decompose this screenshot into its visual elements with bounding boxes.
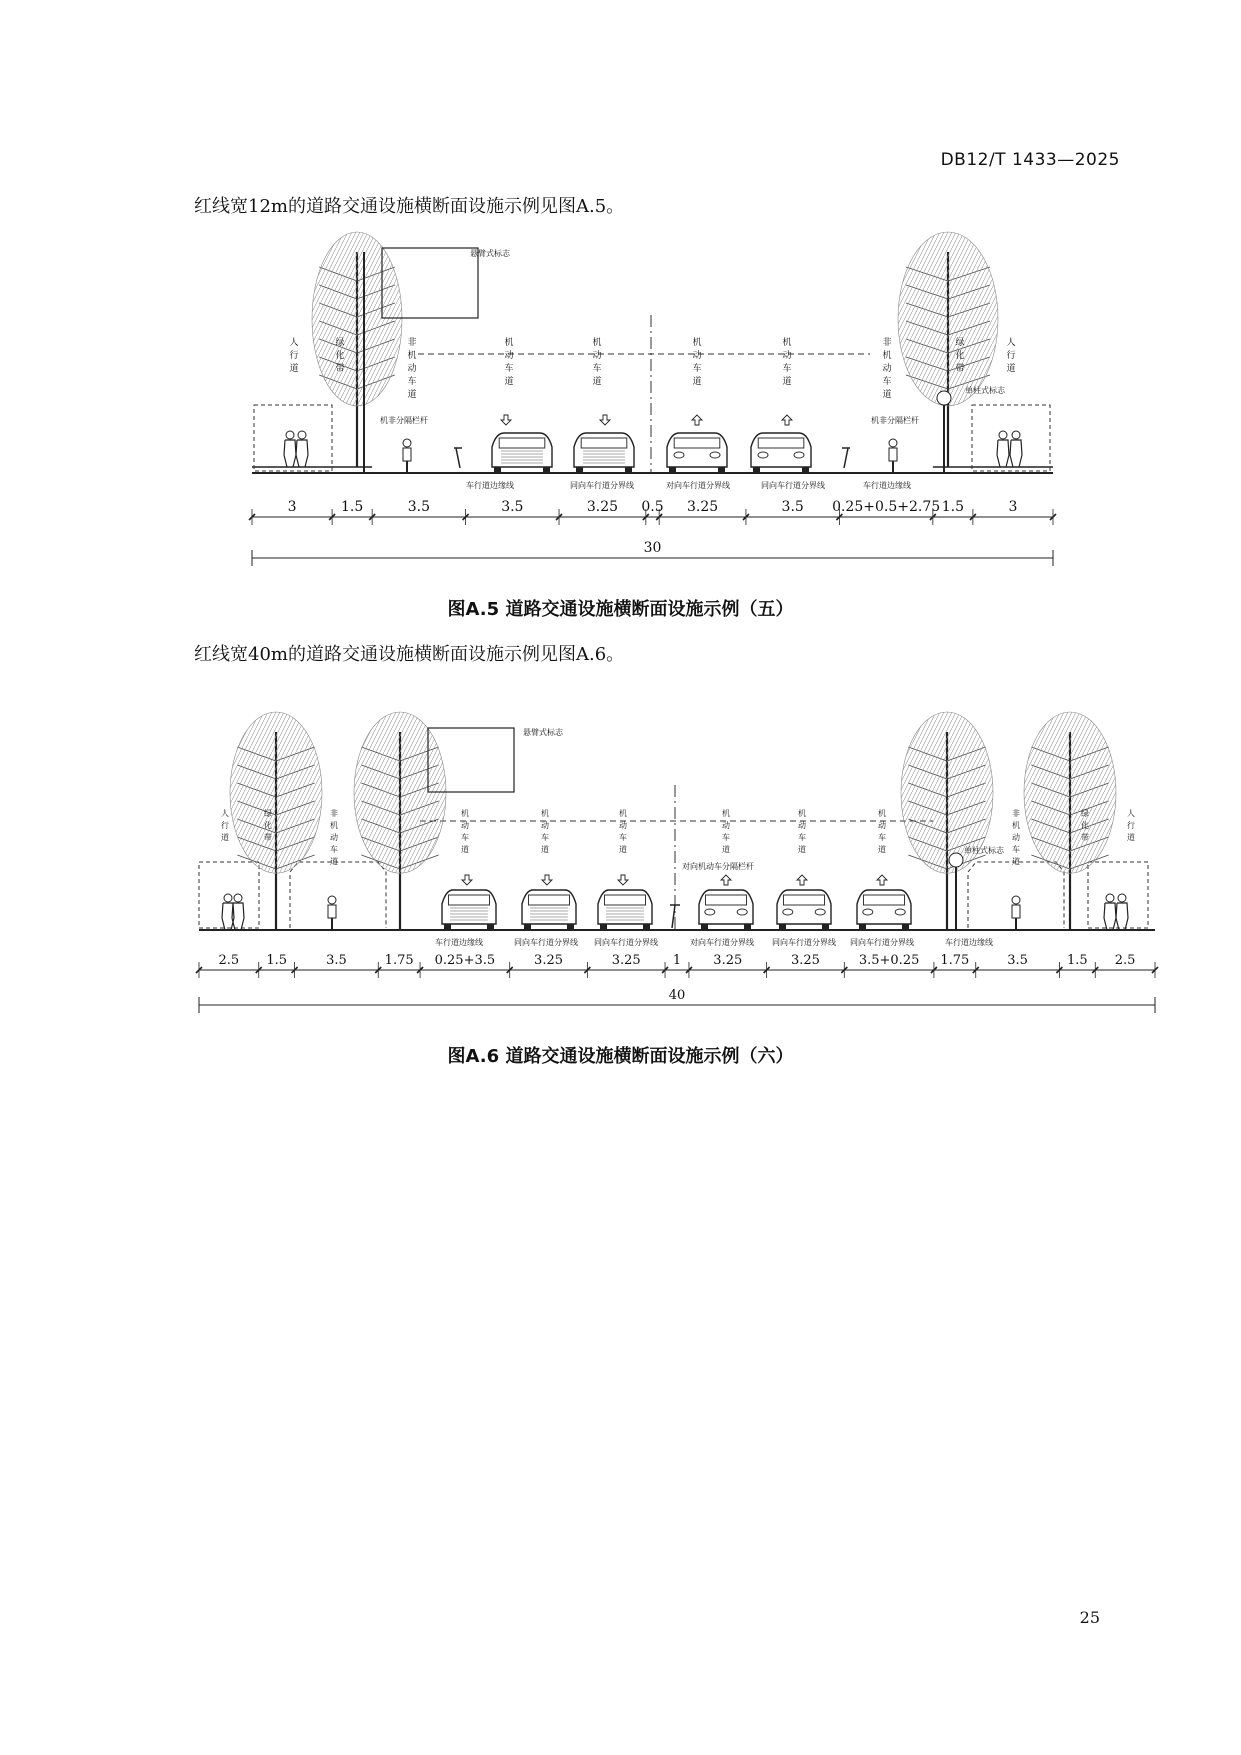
label-motor-1-char: 机	[461, 809, 469, 818]
label-motor-5-char: 道	[798, 845, 806, 854]
same-dir-line-label-left: 同向车行道分界线	[570, 481, 634, 490]
label-sidewalk-right-char: 行	[1006, 351, 1016, 361]
label-greenbelt-right-char: 带	[955, 364, 965, 374]
dimension-label: 3.5	[501, 499, 524, 515]
label-nonmotor-right-char: 非	[882, 338, 892, 348]
overhead-sign-label: 悬臂式标志	[470, 249, 510, 258]
label-motor-4-char: 动	[782, 351, 792, 361]
label-greenbelt-left-char: 带	[335, 364, 345, 374]
label-sidewalk-left-char: 人	[289, 338, 299, 348]
label-motor-1-char: 车	[461, 833, 469, 842]
car-front-icon	[777, 890, 831, 930]
label-motor-4-char: 机	[782, 338, 792, 348]
dimension-label: 3.5	[1007, 953, 1028, 968]
label-sidewalk-left-char: 道	[221, 833, 229, 842]
dimension-label: 0.25+3.5	[434, 953, 496, 968]
label-motor-6-char: 车	[878, 833, 886, 842]
opp-barrier-label: 对向机动车分隔栏杆	[682, 862, 754, 871]
same-dir-line-label-4: 同向车行道分界线	[850, 938, 914, 947]
dimension-label: 3.5	[326, 953, 347, 968]
label-motor-6	[878, 808, 886, 854]
label-motor-2-char: 车	[541, 833, 549, 842]
label-greenbelt-left	[264, 809, 272, 842]
label-greenbelt-right-char: 绿	[1081, 809, 1089, 818]
label-nonmotor-right-char: 机	[882, 351, 892, 361]
label-nonmotor-left-char: 道	[330, 857, 338, 866]
dimension-label: 3.25	[534, 953, 564, 968]
label-nonmotor-left-char: 动	[407, 364, 417, 374]
overhead-sign-label: 悬臂式标志	[523, 728, 563, 737]
dimension-label: 1.5	[941, 499, 965, 515]
label-nonmotor-left	[330, 808, 338, 866]
opp-dir-line-label: 对向车行道分界线	[666, 481, 730, 490]
tree-icon	[901, 712, 993, 930]
label-sidewalk-left-char: 道	[289, 364, 299, 374]
label-nonmotor-right-char: 动	[1012, 833, 1020, 842]
label-sidewalk-right-char: 人	[1127, 809, 1135, 818]
intro-paragraph-2: 红线宽40m的道路交通设施横断面设施示例见图A.6。	[194, 644, 625, 665]
label-nonmotor-left-char: 机	[330, 821, 338, 830]
dimension-label: 3	[1008, 499, 1018, 515]
label-sidewalk-left-char: 人	[221, 809, 229, 818]
label-greenbelt-left-char: 化	[264, 821, 272, 830]
label-motor-3-char: 道	[619, 845, 627, 854]
same-dir-line-label-right: 同向车行道分界线	[761, 481, 825, 490]
label-motor-5-char: 机	[798, 809, 806, 818]
label-motor-3-char: 机	[692, 338, 702, 348]
label-sidewalk-left	[221, 808, 229, 842]
dimension-label: 0.25+0.5+2.75	[832, 499, 941, 515]
label-nonmotor-left-char: 非	[407, 338, 417, 348]
dimension-label: 1.5	[340, 499, 364, 515]
label-motor-2-char: 车	[592, 364, 602, 374]
label-motor-1-char: 机	[504, 338, 514, 348]
figure-a6-caption: 图A.6 道路交通设施横断面设施示例（六）	[447, 1046, 794, 1067]
right-sidewalk-clearance	[1088, 862, 1148, 928]
barrier-label-right: 机非分隔栏杆	[871, 416, 919, 425]
dimension-label: 2.5	[1114, 953, 1136, 968]
label-nonmotor-left-char: 非	[330, 809, 338, 818]
dimension-label: 1	[672, 953, 682, 968]
label-motor-4	[722, 808, 730, 854]
pedestrian-icon	[1104, 894, 1116, 930]
arrow-up-icon	[877, 875, 887, 885]
tree-icon	[1024, 712, 1116, 930]
label-motor-3-char: 动	[619, 821, 627, 830]
label-greenbelt-left-char: 绿	[335, 338, 345, 348]
car-front-icon	[699, 890, 753, 930]
edge-line-label-left: 车行道边缘线	[466, 481, 514, 490]
label-motor-3-char: 动	[692, 351, 702, 361]
label-sidewalk-right-char: 行	[1127, 821, 1135, 830]
same-dir-line-label-3: 同向车行道分界线	[772, 938, 836, 947]
label-motor-1	[461, 808, 469, 854]
tree-icon	[354, 712, 446, 930]
dimension-label: 1.75	[940, 953, 970, 968]
dimension-label: 1.5	[266, 953, 288, 968]
label-nonmotor-right-char: 车	[1012, 845, 1020, 854]
arrow-up-icon	[797, 875, 807, 885]
label-greenbelt-left-char: 绿	[264, 809, 272, 818]
label-nonmotor-right-char: 机	[1012, 821, 1020, 830]
label-motor-4-char: 动	[722, 821, 730, 830]
label-sidewalk-right-char: 道	[1127, 833, 1135, 842]
arrow-down-icon	[462, 875, 472, 885]
label-motor-3-char: 机	[619, 809, 627, 818]
label-motor-2-char: 道	[592, 377, 602, 387]
label-motor-4-char: 道	[782, 377, 792, 387]
arrow-down-icon	[542, 875, 552, 885]
label-motor-6-char: 机	[878, 809, 886, 818]
label-motor-3-char: 道	[692, 377, 702, 387]
left-nonmotor-clearance	[290, 862, 386, 928]
car-rear-icon	[598, 890, 652, 930]
dimension-label: 3.25	[586, 499, 619, 515]
single-post-sign-icon	[949, 853, 963, 867]
label-motor-4-char: 车	[722, 833, 730, 842]
label-motor-3	[619, 808, 627, 854]
intro-paragraph-1: 红线宽12m的道路交通设施横断面设施示例见图A.5。	[194, 196, 625, 217]
label-motor-2-char: 道	[541, 845, 549, 854]
label-nonmotor-right-char: 动	[882, 364, 892, 374]
label-motor-5-char: 车	[798, 833, 806, 842]
dimension-label: 3.5	[781, 499, 804, 515]
label-nonmotor-right-char: 车	[882, 377, 892, 387]
label-motor-1-char: 动	[461, 821, 469, 830]
cyclist-icon	[328, 896, 336, 930]
barrier-label-left: 机非分隔栏杆	[380, 416, 428, 425]
opp-dir-line-label: 对向车行道分界线	[690, 938, 754, 947]
label-motor-2-char: 机	[541, 809, 549, 818]
label-motor-2	[541, 808, 549, 854]
dimension-line	[196, 953, 1158, 1013]
label-motor-3-char: 车	[692, 364, 702, 374]
dimension-label: 3.25	[713, 953, 743, 968]
label-motor-5-char: 动	[798, 821, 806, 830]
label-motor-5	[798, 808, 806, 854]
cyclist-icon	[1012, 896, 1020, 930]
dimension-label: 3.5	[407, 499, 431, 515]
label-motor-4-char: 车	[782, 364, 792, 374]
label-greenbelt-right-char: 绿	[955, 338, 965, 348]
same-dir-line-label-1: 同向车行道分界线	[514, 938, 578, 947]
label-greenbelt-right-char: 化	[1081, 821, 1089, 830]
label-motor-2-char: 机	[592, 338, 602, 348]
same-dir-line-label-2: 同向车行道分界线	[594, 938, 658, 947]
label-nonmotor-right-char: 道	[1012, 857, 1020, 866]
label-motor-1-char: 动	[504, 351, 514, 361]
dimension-label: 3	[287, 499, 297, 515]
left-sidewalk-clearance	[199, 862, 259, 928]
arrow-down-icon	[618, 875, 628, 885]
pedestrian-icon	[1116, 894, 1128, 930]
dimension-label: 1.5	[1066, 953, 1088, 968]
dimension-label: 2.5	[218, 953, 240, 968]
dimension-label: 1.75	[384, 953, 414, 968]
single-post-sign-label: 单柱式标志	[964, 846, 1004, 855]
single-post-sign-label: 单柱式标志	[965, 386, 1005, 395]
label-motor-1-char: 道	[504, 377, 514, 387]
label-nonmotor-right	[1012, 808, 1020, 866]
edge-line-label-left: 车行道边缘线	[435, 938, 483, 947]
page-number: 25	[1079, 1608, 1100, 1627]
label-greenbelt-left-char: 带	[264, 833, 272, 842]
edge-line-label-right: 车行道边缘线	[863, 481, 911, 490]
arrow-up-icon	[721, 875, 731, 885]
label-motor-1-char: 道	[461, 845, 469, 854]
tree-icon	[230, 712, 322, 930]
label-nonmotor-right-char: 道	[882, 390, 892, 400]
label-motor-4-char: 机	[722, 809, 730, 818]
label-motor-2-char: 动	[541, 821, 549, 830]
car-front-icon	[857, 890, 911, 930]
dimension-label: 3.25	[790, 953, 820, 968]
label-motor-6-char: 动	[878, 821, 886, 830]
label-nonmotor-left-char: 车	[407, 377, 417, 387]
label-nonmotor-right-char: 非	[1012, 809, 1020, 818]
total-dimension-label: 40	[668, 988, 686, 1003]
label-greenbelt-right-char: 化	[955, 351, 965, 361]
label-motor-6-char: 道	[878, 845, 886, 854]
figure-a5-caption: 图A.5 道路交通设施横断面设施示例（五）	[447, 599, 794, 620]
dimension-label: 3.25	[611, 953, 641, 968]
document-code: DB12/T 1433—2025	[940, 150, 1120, 170]
dimension-label: 3.25	[686, 499, 719, 515]
total-dimension-label: 30	[643, 540, 662, 556]
label-sidewalk-right	[1127, 808, 1135, 842]
label-motor-1-char: 车	[504, 364, 514, 374]
edge-line-label-right: 车行道边缘线	[945, 938, 993, 947]
label-sidewalk-right-char: 人	[1006, 338, 1016, 348]
car-rear-icon	[522, 890, 576, 930]
label-nonmotor-left-char: 道	[407, 390, 417, 400]
label-greenbelt-left-char: 化	[335, 351, 345, 361]
label-nonmotor-left-char: 机	[407, 351, 417, 361]
label-greenbelt-right	[1081, 809, 1089, 842]
label-sidewalk-left-char: 行	[221, 821, 229, 830]
label-greenbelt-right-char: 带	[1081, 833, 1089, 842]
label-motor-3-char: 车	[619, 833, 627, 842]
label-sidewalk-left-char: 行	[289, 351, 299, 361]
label-sidewalk-right-char: 道	[1006, 364, 1016, 374]
label-nonmotor-left-char: 车	[330, 845, 338, 854]
dimension-label: 0.5	[641, 499, 664, 515]
dimension-label: 3.5+0.25	[858, 953, 920, 968]
label-nonmotor-left-char: 动	[330, 833, 338, 842]
label-motor-4-char: 道	[722, 845, 730, 854]
car-rear-icon	[442, 890, 496, 930]
label-motor-2-char: 动	[592, 351, 602, 361]
